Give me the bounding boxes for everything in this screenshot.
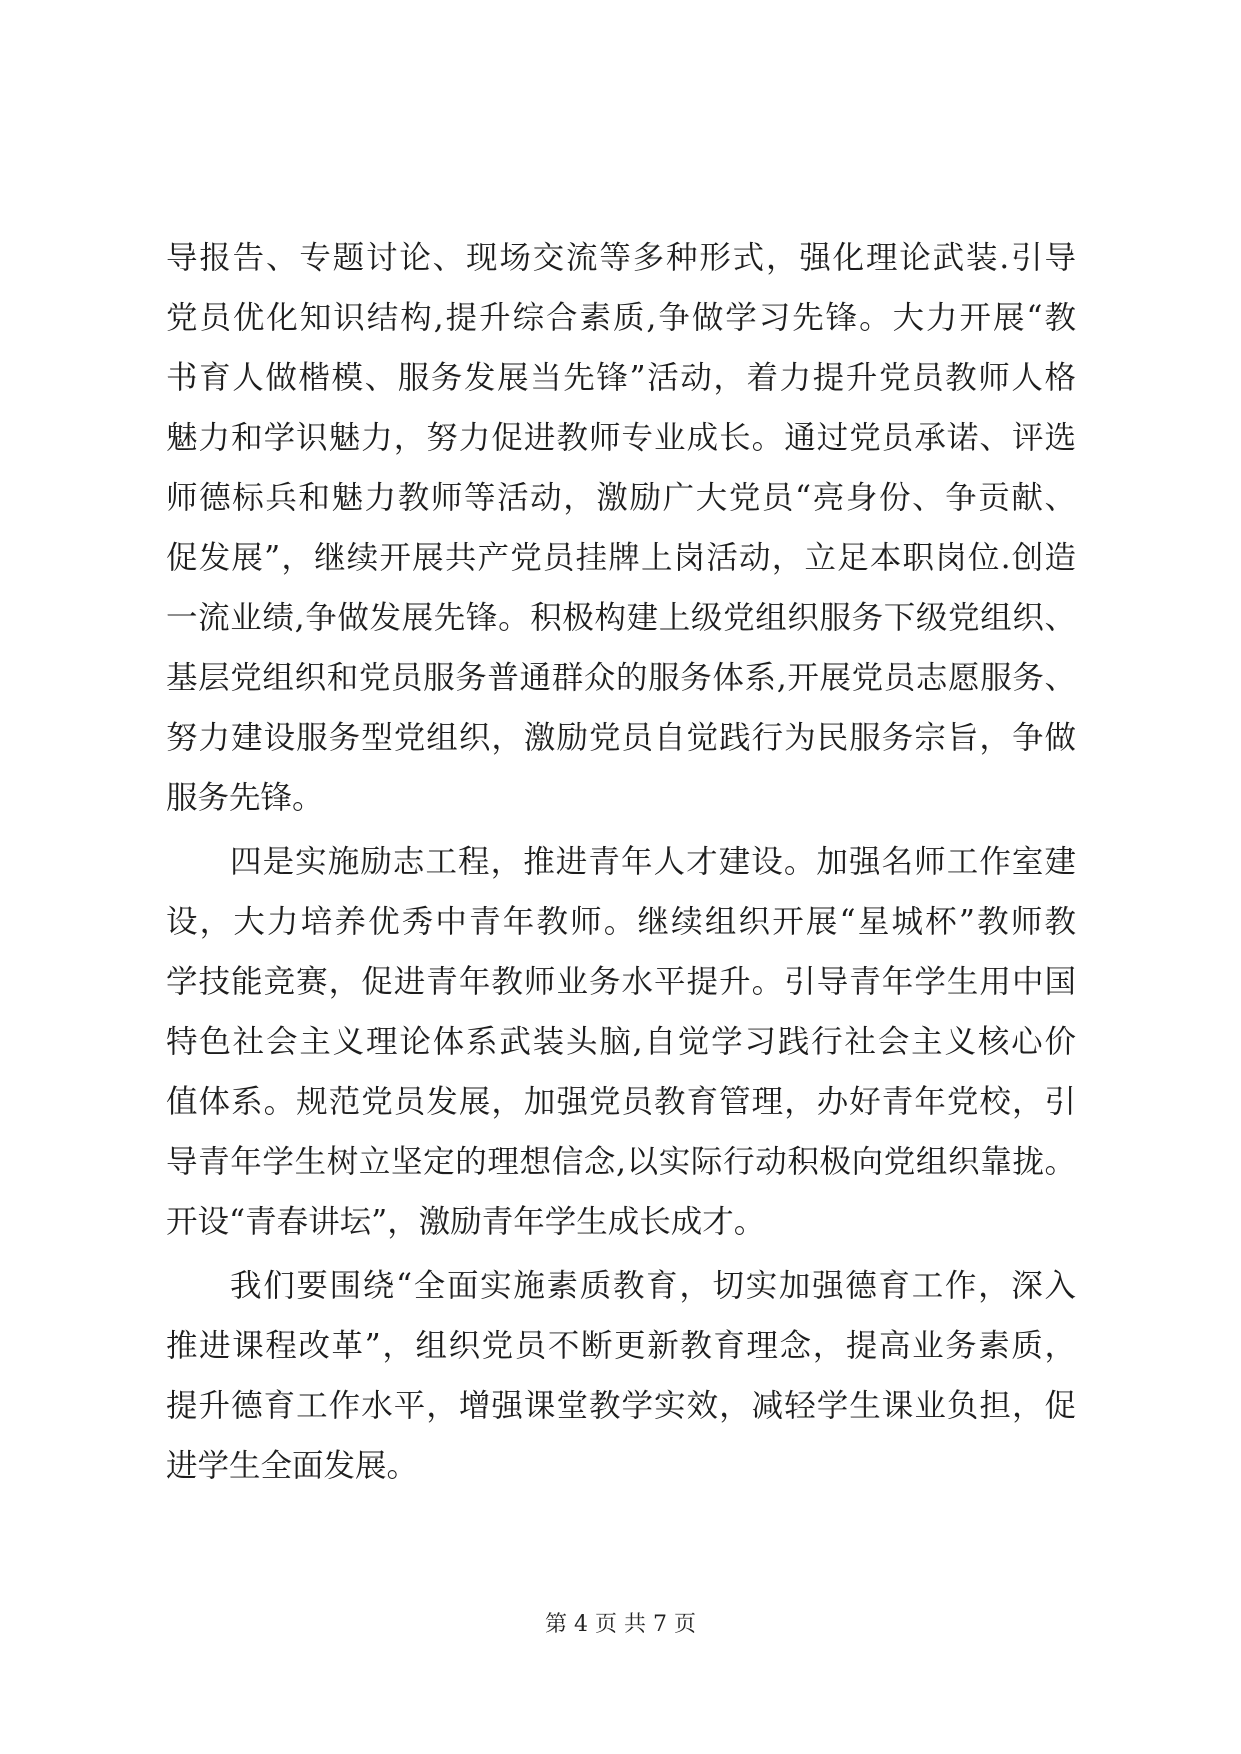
paragraph-3 (166, 1256, 1076, 1496)
paragraph-2 (166, 832, 1076, 1252)
text-line: 我们要围绕“全面实施素质教育，切实加强德育工作，深入 (230, 1268, 1076, 1304)
text-line: 师德标兵和魅力教师等活动，激励广大党员“亮身份、争贡献、 (166, 480, 1076, 516)
text-line: 特色社会主义理论体系武装头脑,自觉学习践行社会主义核心价 (166, 1024, 1076, 1060)
text-line: 导青年学生树立坚定的理想信念,以实际行动积极向党组织靠拢。 (166, 1144, 1076, 1180)
text-line: 四是实施励志工程，推进青年人才建设。加强名师工作室建 (230, 844, 1076, 880)
page-number-label: 第 4 页 共 7 页 (545, 1612, 696, 1637)
text-line: 党员优化知识结构,提升综合素质,争做学习先锋。大力开展“教 (166, 300, 1076, 336)
text-line: 进学生全面发展。 (166, 1448, 419, 1484)
text-line: 导报告、专题讨论、现场交流等多种形式，强化理论武装.引导 (166, 240, 1076, 276)
text-line: 努力建设服务型党组织，激励党员自觉践行为民服务宗旨，争做 (166, 720, 1076, 756)
text-line: 提升德育工作水平，增强课堂教学实效，减轻学生课业负担，促 (166, 1388, 1076, 1424)
text-line: 服务先锋。 (166, 780, 324, 816)
text-line: 学技能竞赛，促进青年教师业务水平提升。引导青年学生用中国 (166, 964, 1076, 1000)
text-line: 一流业绩,争做发展先锋。积极构建上级党组织服务下级党组织、 (166, 600, 1076, 636)
text-line: 魅力和学识魅力，努力促进教师专业成长。通过党员承诺、评选 (166, 420, 1076, 456)
page-footer (0, 1607, 1241, 1638)
document-body (166, 228, 1076, 1496)
text-line: 书育人做楷模、服务发展当先锋”活动，着力提升党员教师人格 (166, 360, 1076, 396)
paragraph-1 (166, 228, 1076, 828)
text-line: 基层党组织和党员服务普通群众的服务体系,开展党员志愿服务、 (166, 660, 1076, 696)
text-line: 促发展”，继续开展共产党员挂牌上岗活动，立足本职岗位.创造 (166, 540, 1076, 576)
text-line: 推进课程改革”，组织党员不断更新教育理念，提高业务素质， (166, 1328, 1076, 1364)
text-line: 值体系。规范党员发展，加强党员教育管理，办好青年党校，引 (166, 1084, 1076, 1120)
text-line: 设，大力培养优秀中青年教师。继续组织开展“星城杯”教师教 (166, 904, 1076, 940)
text-line: 开设“青春讲坛”，激励青年学生成长成才。 (166, 1204, 766, 1240)
